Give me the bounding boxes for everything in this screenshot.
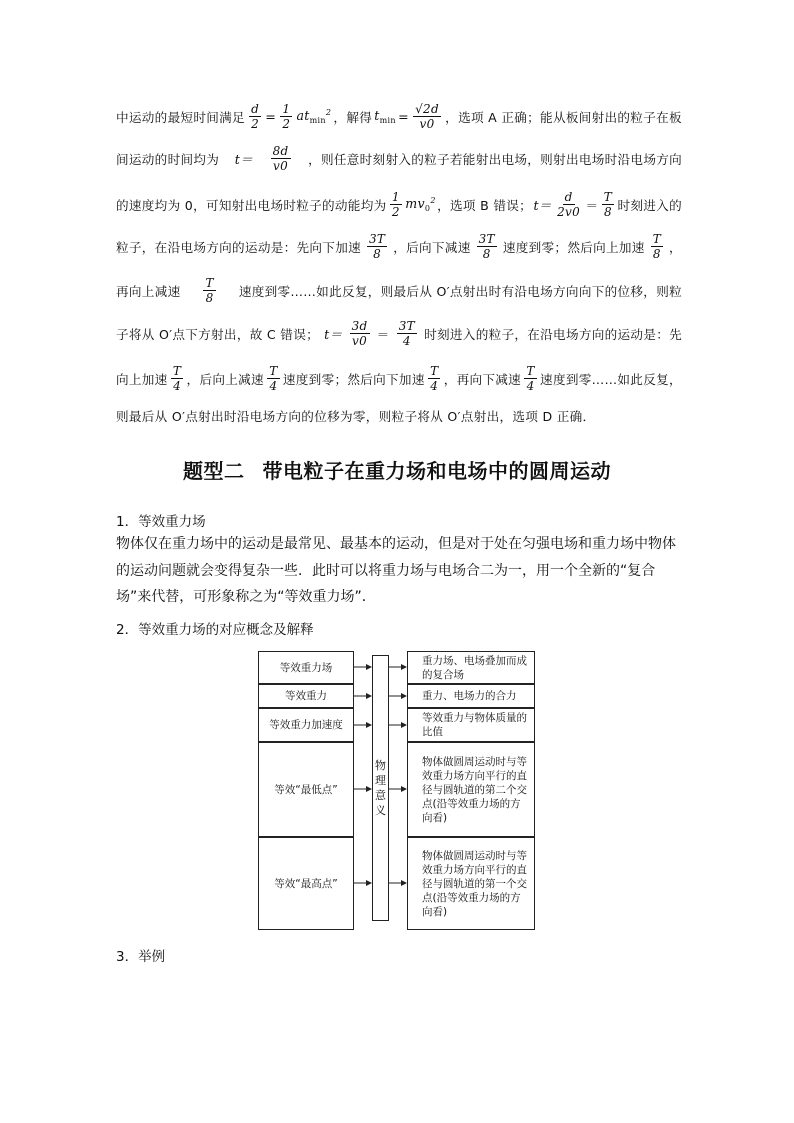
fraction: $\frac{T}{4}$ bbox=[172, 363, 182, 393]
section-2-title: 2．等效重力场的对应概念及解释 bbox=[116, 622, 314, 638]
fraction: $\frac{d}{2}$ bbox=[251, 101, 260, 131]
math-expr: t＝ bbox=[533, 197, 552, 213]
meaning-box-4: 物体做圆周运动时与等效重力场方向平行的直径与圆轨道的第二个交点(沿等效重力场的方向看) bbox=[407, 742, 535, 837]
solution-line-2 bbox=[116, 138, 682, 178]
solution-line-5 bbox=[116, 270, 682, 310]
text-run: ， bbox=[669, 239, 682, 255]
text-run: ，选项 A 正确；能从板间射出的粒子在板 bbox=[445, 109, 682, 125]
text-run: 粒子，在沿电场方向的运动是：先向下加速 bbox=[116, 239, 361, 255]
text-run: 的速度均为 0，可知射出电场时粒子的动能均为 bbox=[116, 197, 387, 213]
fraction: $\frac{T}{8}$ bbox=[603, 189, 613, 219]
equals-sign: ＝ bbox=[376, 326, 390, 342]
meaning-box-1: 重力场、电场叠加而成的复合场 bbox=[407, 651, 535, 684]
math-expr: $at_{min}^2$ bbox=[296, 107, 332, 125]
fraction: $\frac{3T}{8}$ bbox=[478, 231, 495, 261]
fraction: $\frac{d}{2v0}$ bbox=[557, 189, 581, 219]
text-run: 时刻进入的粒子，在沿电场方向的运动是：先 bbox=[424, 326, 682, 342]
fraction: $\frac{√2d}{v0}$ bbox=[415, 101, 439, 131]
text-run: 再向上减速 bbox=[116, 283, 181, 299]
concept-diagram bbox=[258, 651, 536, 931]
diagram-arrows bbox=[258, 651, 536, 931]
physical-meaning-label: 物理意义 bbox=[375, 759, 386, 817]
text-run: ，选项 B 错误； bbox=[437, 197, 533, 213]
concept-box-5: 等效“最高点” bbox=[258, 837, 354, 930]
text-run: 速度到零……如此反复， bbox=[540, 371, 682, 387]
equals-sign: ＝ bbox=[585, 197, 599, 213]
fraction: $\frac{3d}{v0}$ bbox=[351, 318, 368, 348]
fraction: $\frac{3T}{8}$ bbox=[368, 231, 386, 261]
fraction: $\frac{1}{2}$ bbox=[391, 189, 400, 219]
section-1-paragraph: 物体仅在重力场中的运动是最常见、最基本的运动，但是对于处在匀强电场和重力场中物体的运动问题就会变得复杂一些．此时可以将重力场与电场合二为一，用一个全新的“复合场”来代替，可形象称之为“等效重力场”． bbox=[116, 536, 676, 605]
concept-box-1: 等效重力场 bbox=[258, 651, 354, 684]
text-run: ，则任意时刻射入的粒子若能射出电场，则射出电场时沿电场方向 bbox=[308, 151, 682, 167]
fraction: $\frac{T}{4}$ bbox=[526, 363, 535, 393]
text-run: 子将从 O′点下方射出，故 C 错误； bbox=[116, 326, 319, 342]
text-run: ，解得 bbox=[333, 109, 373, 125]
fraction: $\frac{T}{4}$ bbox=[269, 363, 278, 393]
text-run: 间运动的时间均为 bbox=[116, 151, 220, 167]
fraction: $\frac{T}{4}$ bbox=[430, 363, 439, 393]
concept-box-4: 等效“最低点” bbox=[258, 742, 354, 837]
math-expr: $mv_0^2$ bbox=[405, 195, 436, 213]
solution-line-3 bbox=[116, 184, 682, 224]
math-expr: t＝ bbox=[324, 326, 343, 342]
solution-line-1 bbox=[116, 96, 682, 136]
section-3-title: 3．举例 bbox=[116, 949, 166, 965]
solution-line-6 bbox=[116, 313, 682, 353]
text-run: ，后向下减速 bbox=[393, 239, 471, 255]
meaning-box-5: 物体做圆周运动时与等效重力场方向平行的直径与圆轨道的第一个交点(沿等效重力场的方向看) bbox=[407, 837, 535, 930]
math-expr: $t_{min}$ bbox=[374, 107, 396, 125]
text-run: 速度到零……如此反复，则最后从 O′点射出时有沿电场方向向下的位移，则粒 bbox=[238, 283, 682, 299]
equals-sign: = bbox=[265, 108, 277, 124]
meaning-box-3: 等效重力与物体质量的比值 bbox=[407, 708, 535, 742]
text-run: 时刻进入的 bbox=[617, 197, 682, 213]
text-run: 向上加速 bbox=[116, 371, 168, 387]
text-run: 速度到零；然后向下加速 bbox=[282, 371, 425, 387]
solution-line-4 bbox=[116, 226, 682, 266]
solution-line-7 bbox=[116, 358, 682, 398]
section-heading bbox=[0, 455, 794, 484]
text-run: 速度到零；然后向上加速 bbox=[502, 239, 645, 255]
concept-box-2: 等效重力 bbox=[258, 684, 354, 708]
math-expr: t＝ bbox=[234, 151, 253, 167]
solution-line-8 bbox=[116, 395, 595, 435]
heading-label: 题型二 bbox=[183, 459, 245, 483]
fraction: $\frac{8d}{v0}$ bbox=[272, 143, 289, 173]
text-run: 则最后从 O′点射出时沿电场方向的位移为零，则粒子将从 O′点射出，选项 D 正确． bbox=[116, 408, 596, 424]
meaning-box-2: 重力、电场力的合力 bbox=[407, 684, 535, 708]
fraction: $\frac{T}{8}$ bbox=[205, 275, 214, 305]
fraction: $\frac{T}{8}$ bbox=[652, 231, 662, 261]
text-run: ，再向下减速 bbox=[443, 371, 522, 387]
concept-box-3: 等效重力加速度 bbox=[258, 708, 354, 742]
text-run: ，后向上减速 bbox=[186, 371, 264, 387]
fraction: $\frac{1}{2}$ bbox=[282, 101, 291, 131]
section-1-title: 1．等效重力场 bbox=[116, 514, 206, 530]
heading-title: 带电粒子在重力场和电场中的圆周运动 bbox=[262, 459, 611, 483]
text-run: 中运动的最短时间满足 bbox=[116, 109, 245, 125]
equals-sign: = bbox=[398, 108, 409, 124]
fraction: $\frac{3T}{4}$ bbox=[398, 318, 415, 348]
